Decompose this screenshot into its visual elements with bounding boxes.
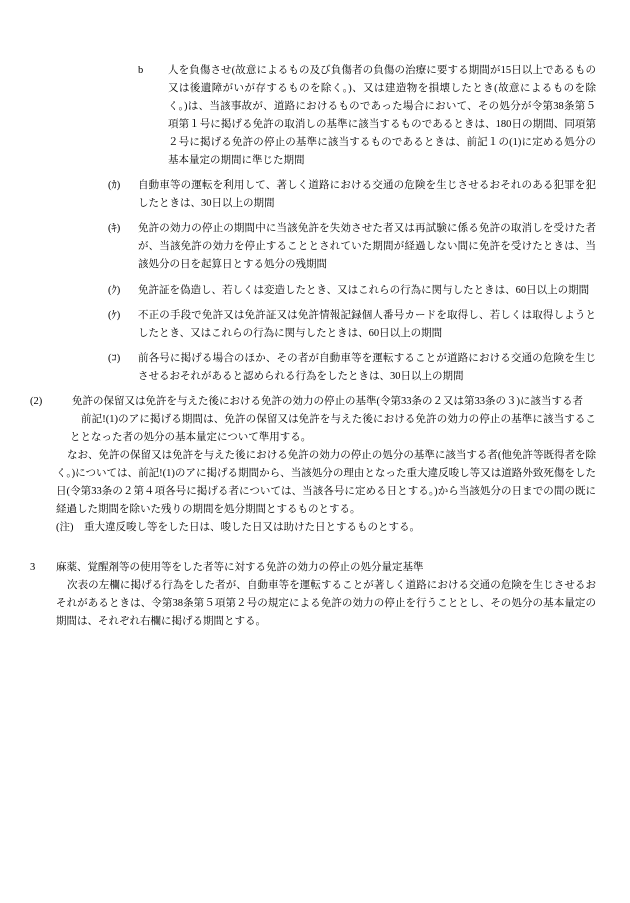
subsection-heading — [30, 393, 596, 411]
list-item-marker: (ｷ) — [108, 223, 121, 235]
subsection-note: (注) 重大違反唆し等をした日は、唆した日又は助けた日とするものとする。 — [56, 522, 420, 534]
subsection-marker: (2) — [30, 395, 43, 407]
spacer — [30, 300, 596, 307]
subsection-title: 免許の保留又は免許を与えた後における免許の効力の停止の基準(令第33条の２又は第33条の３)に該当する者 — [72, 395, 583, 407]
list-item — [108, 307, 596, 343]
list-item — [108, 177, 596, 213]
list-item-marker: (ｶ) — [108, 180, 121, 192]
subsection-paragraph: 前記!(1)のアに掲げる期間は、免許の保留又は免許を与えた後における免許の効力の停止の基準に該当することとなった者の処分の基本量定について準用する。 — [70, 413, 596, 443]
list-item-text: 自動車等の運転を利用して、著しく道路における交通の危険を生じさせるおそれのある犯罪を犯したときは、30日以上の期間 — [138, 180, 596, 210]
list-item-marker: (ｸ) — [108, 284, 121, 296]
list-item-text: 不正の手段で免許又は免許証又は免許情報記録個人番号カードを取得し、若しくは取得しようとしたとき、又はこれらの行為に関与したときは、60日以上の期間 — [138, 309, 596, 339]
list-item-marker: (ｹ) — [108, 309, 121, 321]
section-title: 麻薬、覚醒剤等の使用等をした者等に対する免許の効力の停止の処分量定基準 — [56, 562, 424, 574]
list-item — [138, 62, 596, 170]
list-item-text: 前各号に掲げる場合のほか、その者が自動車等を運転することが道路における交通の危険を生じさせるおそれがあると認められる行為をしたときは、30日以上の期間 — [138, 352, 596, 382]
section-marker: 3 — [30, 562, 36, 574]
section-heading — [30, 559, 596, 577]
list-item-text: 免許の効力の停止の期間中に当該免許を失効させた者又は再試験に係る免許の取消しを受けた者が、当該免許の効力を停止することとされていた期間が経過しない間に免許を受けたときは、当該処分の日を起算日とする処分の残期間 — [138, 223, 596, 271]
spacer — [30, 170, 596, 177]
list-item — [108, 282, 596, 300]
section-paragraph: 次表の左欄に掲げる行為をした者が、自動車等を運転することが著しく道路における交通の危険を生じさせるおそれがあるときは、令第38条第５項第２号の規定による免許の効力の停止を行うこととし、その処分の基本量定の期間は、それぞれ右欄に掲げる期間とする。 — [56, 580, 596, 628]
spacer — [30, 343, 596, 350]
list-item — [108, 220, 596, 274]
list-item — [108, 350, 596, 386]
subsection-paragraph: なお、免許の保留又は免許を与えた後における免許の効力の停止の処分の基準に該当する者(他免許等既得者を除く。)については、前記!(1)のアに掲げる期間から、当該処分の理由となった重大違反唆し等又は道路外致死傷をした日(令第33条の２第４項各号に掲げる者については、当該各号に定める日とする。)から当該処分の日までの間の既に経過した期間を除いた残りの期間を処分期間とするものとする。 — [56, 449, 596, 516]
list-item-marker: (ｺ) — [108, 352, 121, 364]
list-item-text: 人を負傷させ(故意によるもの及び負傷者の負傷の治療に要する期間が15日以上であるもの又は後遺障がいが存するものを除く。)、又は建造物を損壊したとき(故意によるものを除く。)は、当該事故が、道路におけるものであった場合において、その処分が令第38条第５項第１号に掲げる免許の取消しの基準に該当するものであるときは、180日の期間、同項第２号に掲げる免許の停止の基準に該当するものであるときは、前記１の(1)に定める処分の基本量定の期間に準じた期間 — [168, 65, 596, 167]
list-item-text: 免許証を偽造し、若しくは変造したとき、又はこれらの行為に関与したときは、60日以上の期間 — [138, 284, 590, 296]
spacer — [30, 386, 596, 393]
list-item-marker: b — [138, 65, 144, 76]
spacer — [30, 537, 596, 559]
spacer — [30, 275, 596, 282]
spacer — [30, 213, 596, 220]
